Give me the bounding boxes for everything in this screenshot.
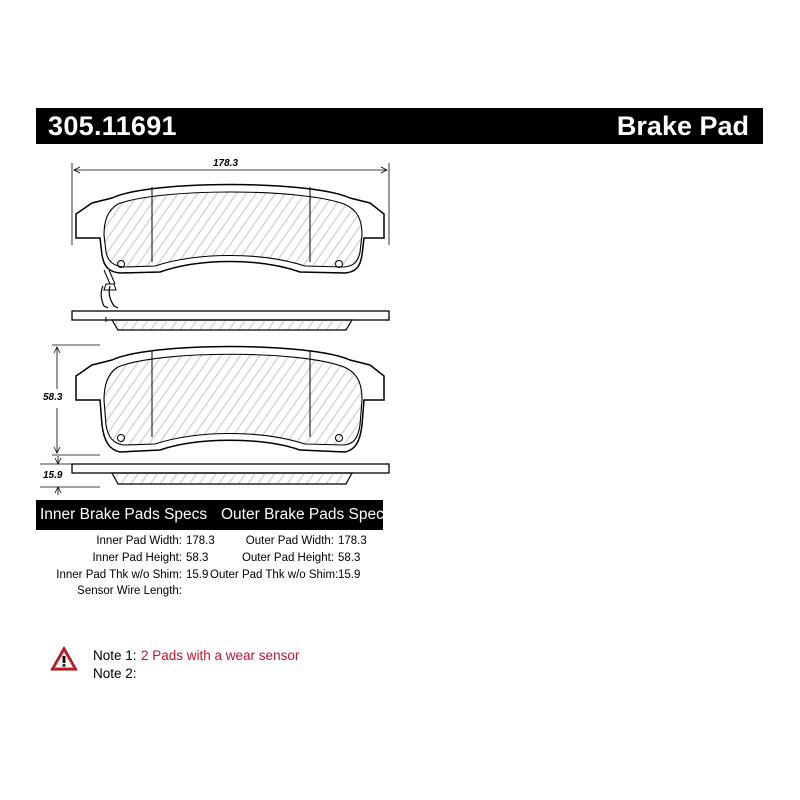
- spec-label: Inner Pad Height:: [92, 552, 182, 564]
- spec-label: Outer Pad Thk w/o Shim:: [210, 569, 339, 581]
- inner-pad-thickness-row: [36, 568, 208, 582]
- height-dimension-label: 58.3: [43, 392, 63, 403]
- spec-label: Outer Pad Width:: [245, 535, 334, 547]
- spec-label: Outer Pad Height:: [241, 552, 334, 564]
- spec-label: Inner Pad Width:: [96, 535, 182, 547]
- outer-pad-face-view: [76, 347, 384, 453]
- warning-triangle-icon: [50, 646, 78, 672]
- sensor-wire-length-row: [36, 584, 186, 598]
- spec-value: 178.3: [338, 535, 367, 547]
- outer-pad-height-row: [210, 551, 360, 565]
- product-title: Brake Pad: [616, 111, 749, 141]
- note-label: Note 1:: [93, 648, 137, 663]
- inner-pad-width-row: [36, 534, 215, 548]
- outer-specs-title: Outer Brake Pads Specs: [221, 506, 392, 523]
- inner-pad-side-view: [72, 284, 389, 330]
- note-1: [93, 648, 299, 664]
- width-dimension-label: 178.3: [213, 158, 239, 169]
- thickness-dimension-label: 15.9: [43, 470, 63, 481]
- outer-pad-thickness-row: [210, 568, 360, 582]
- spec-label: Sensor Wire Length:: [77, 585, 182, 597]
- inner-pad-height-row: [36, 551, 208, 565]
- note-text: 2 Pads with a wear sensor: [141, 648, 300, 663]
- outer-pad-width-row: [210, 534, 367, 548]
- spec-value: 58.3: [338, 552, 361, 564]
- spec-value: 15.9: [186, 569, 209, 581]
- spec-label: Inner Pad Thk w/o Shim:: [56, 569, 182, 581]
- inner-pad-face-view: [76, 185, 384, 285]
- spec-value: 178.3: [186, 535, 215, 547]
- outer-pad-side-view: [72, 464, 389, 484]
- specs-header-bar: [36, 500, 392, 530]
- note-label: Note 2:: [93, 666, 137, 681]
- note-2: [93, 666, 141, 682]
- inner-specs-title: Inner Brake Pads Specs: [40, 506, 208, 523]
- part-number: 305.11691: [48, 111, 177, 141]
- spec-value: 58.3: [186, 552, 209, 564]
- spec-value: 15.9: [338, 569, 361, 581]
